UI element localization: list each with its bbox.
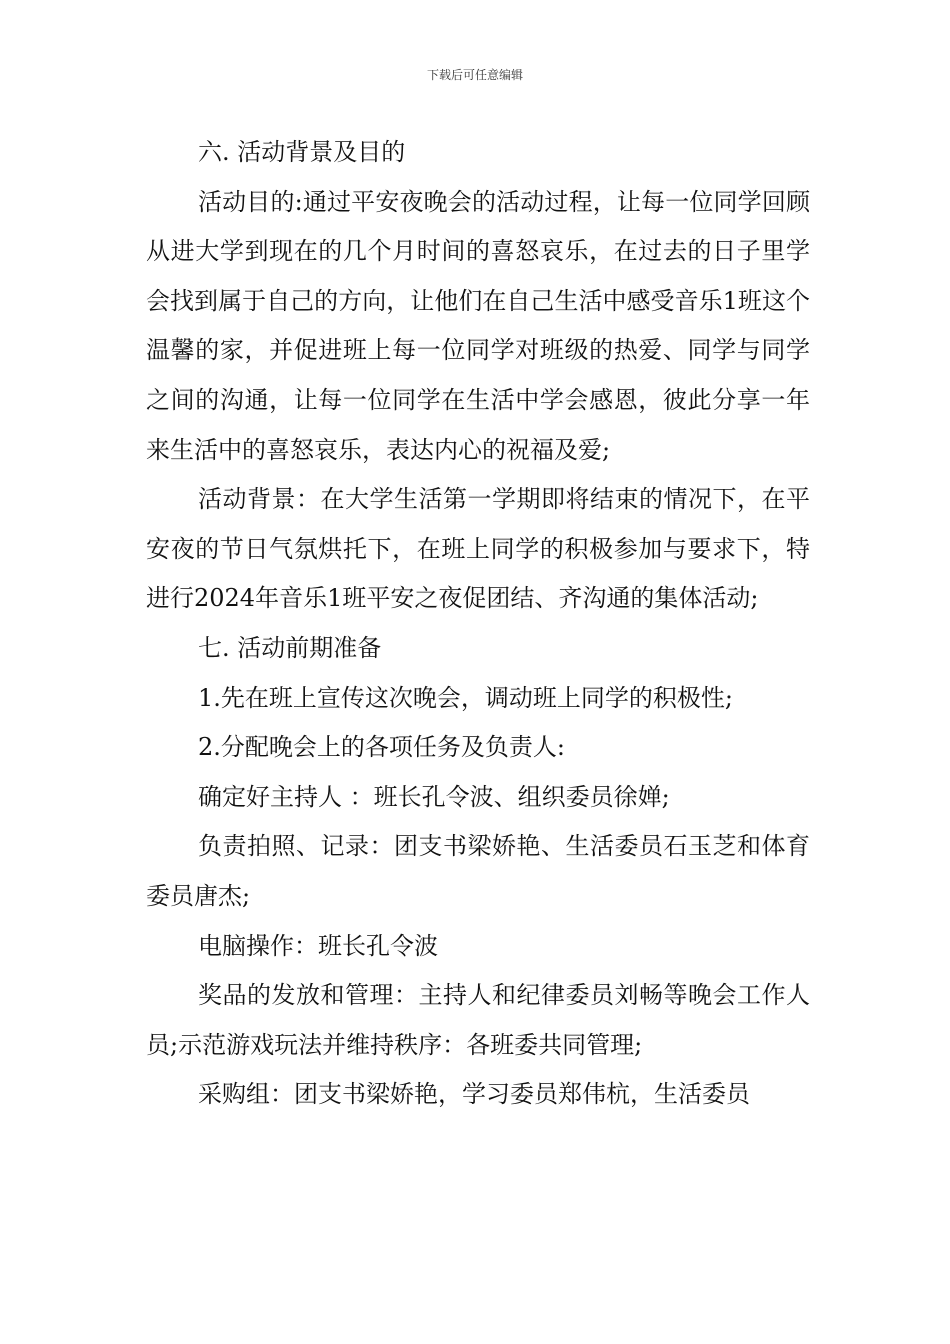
paragraph-purchasing: 采购组：团支书梁娇艳，学习委员郑伟杭，生活委员 — [198, 1080, 750, 1109]
document-body — [146, 128, 810, 1120]
section-heading-background: 六. 活动背景及目的 — [198, 138, 406, 166]
paragraph-background: 活动背景：在大学生活第一学期即将结束的情况下，在平安夜的节日气氛烘托下，在班上同学的积极参加与要求下，特进行2024年音乐1班平安之夜促团结、齐沟通的集体活动; — [146, 485, 810, 613]
page-header-note: 下载后可任意编辑 — [426, 68, 523, 82]
section-heading-preparation: 七. 活动前期准备 — [198, 633, 382, 662]
paragraph-hosts: 确定好主持人 ：班长孔令波、组织委员徐婵; — [198, 782, 670, 811]
paragraph-photography: 负责拍照、记录：团支书梁娇艳、生活委员石玉芝和体育委员唐杰; — [146, 832, 810, 910]
paragraph-computer-operation: 电脑操作：班长孔令波 — [198, 931, 438, 960]
list-item-task-assignment: 2.分配晚会上的各项任务及负责人: — [198, 733, 565, 762]
paragraph-prizes: 奖品的发放和管理：主持人和纪律委员刘畅等晚会工作人员;示范游戏玩法并维持秩序：各班委共同管理; — [146, 981, 810, 1059]
list-item-promotion: 1.先在班上宣传这次晚会，调动班上同学的积极性; — [198, 683, 733, 712]
paragraph-purpose: 活动目的:通过平安夜晚会的活动过程，让每一位同学回顾从进大学到现在的几个月时间的喜怒哀乐，在过去的日子里学会找到属于自己的方向，让他们在自己生活中感受音乐1班这个温馨的家，并促进班上每一位同学对班级的热爱、同学与同学之间的沟通，让每一位同学在生活中学会感恩，彼此分享一年来生活中的喜怒哀乐，表达内心的祝福及爱; — [146, 187, 810, 464]
